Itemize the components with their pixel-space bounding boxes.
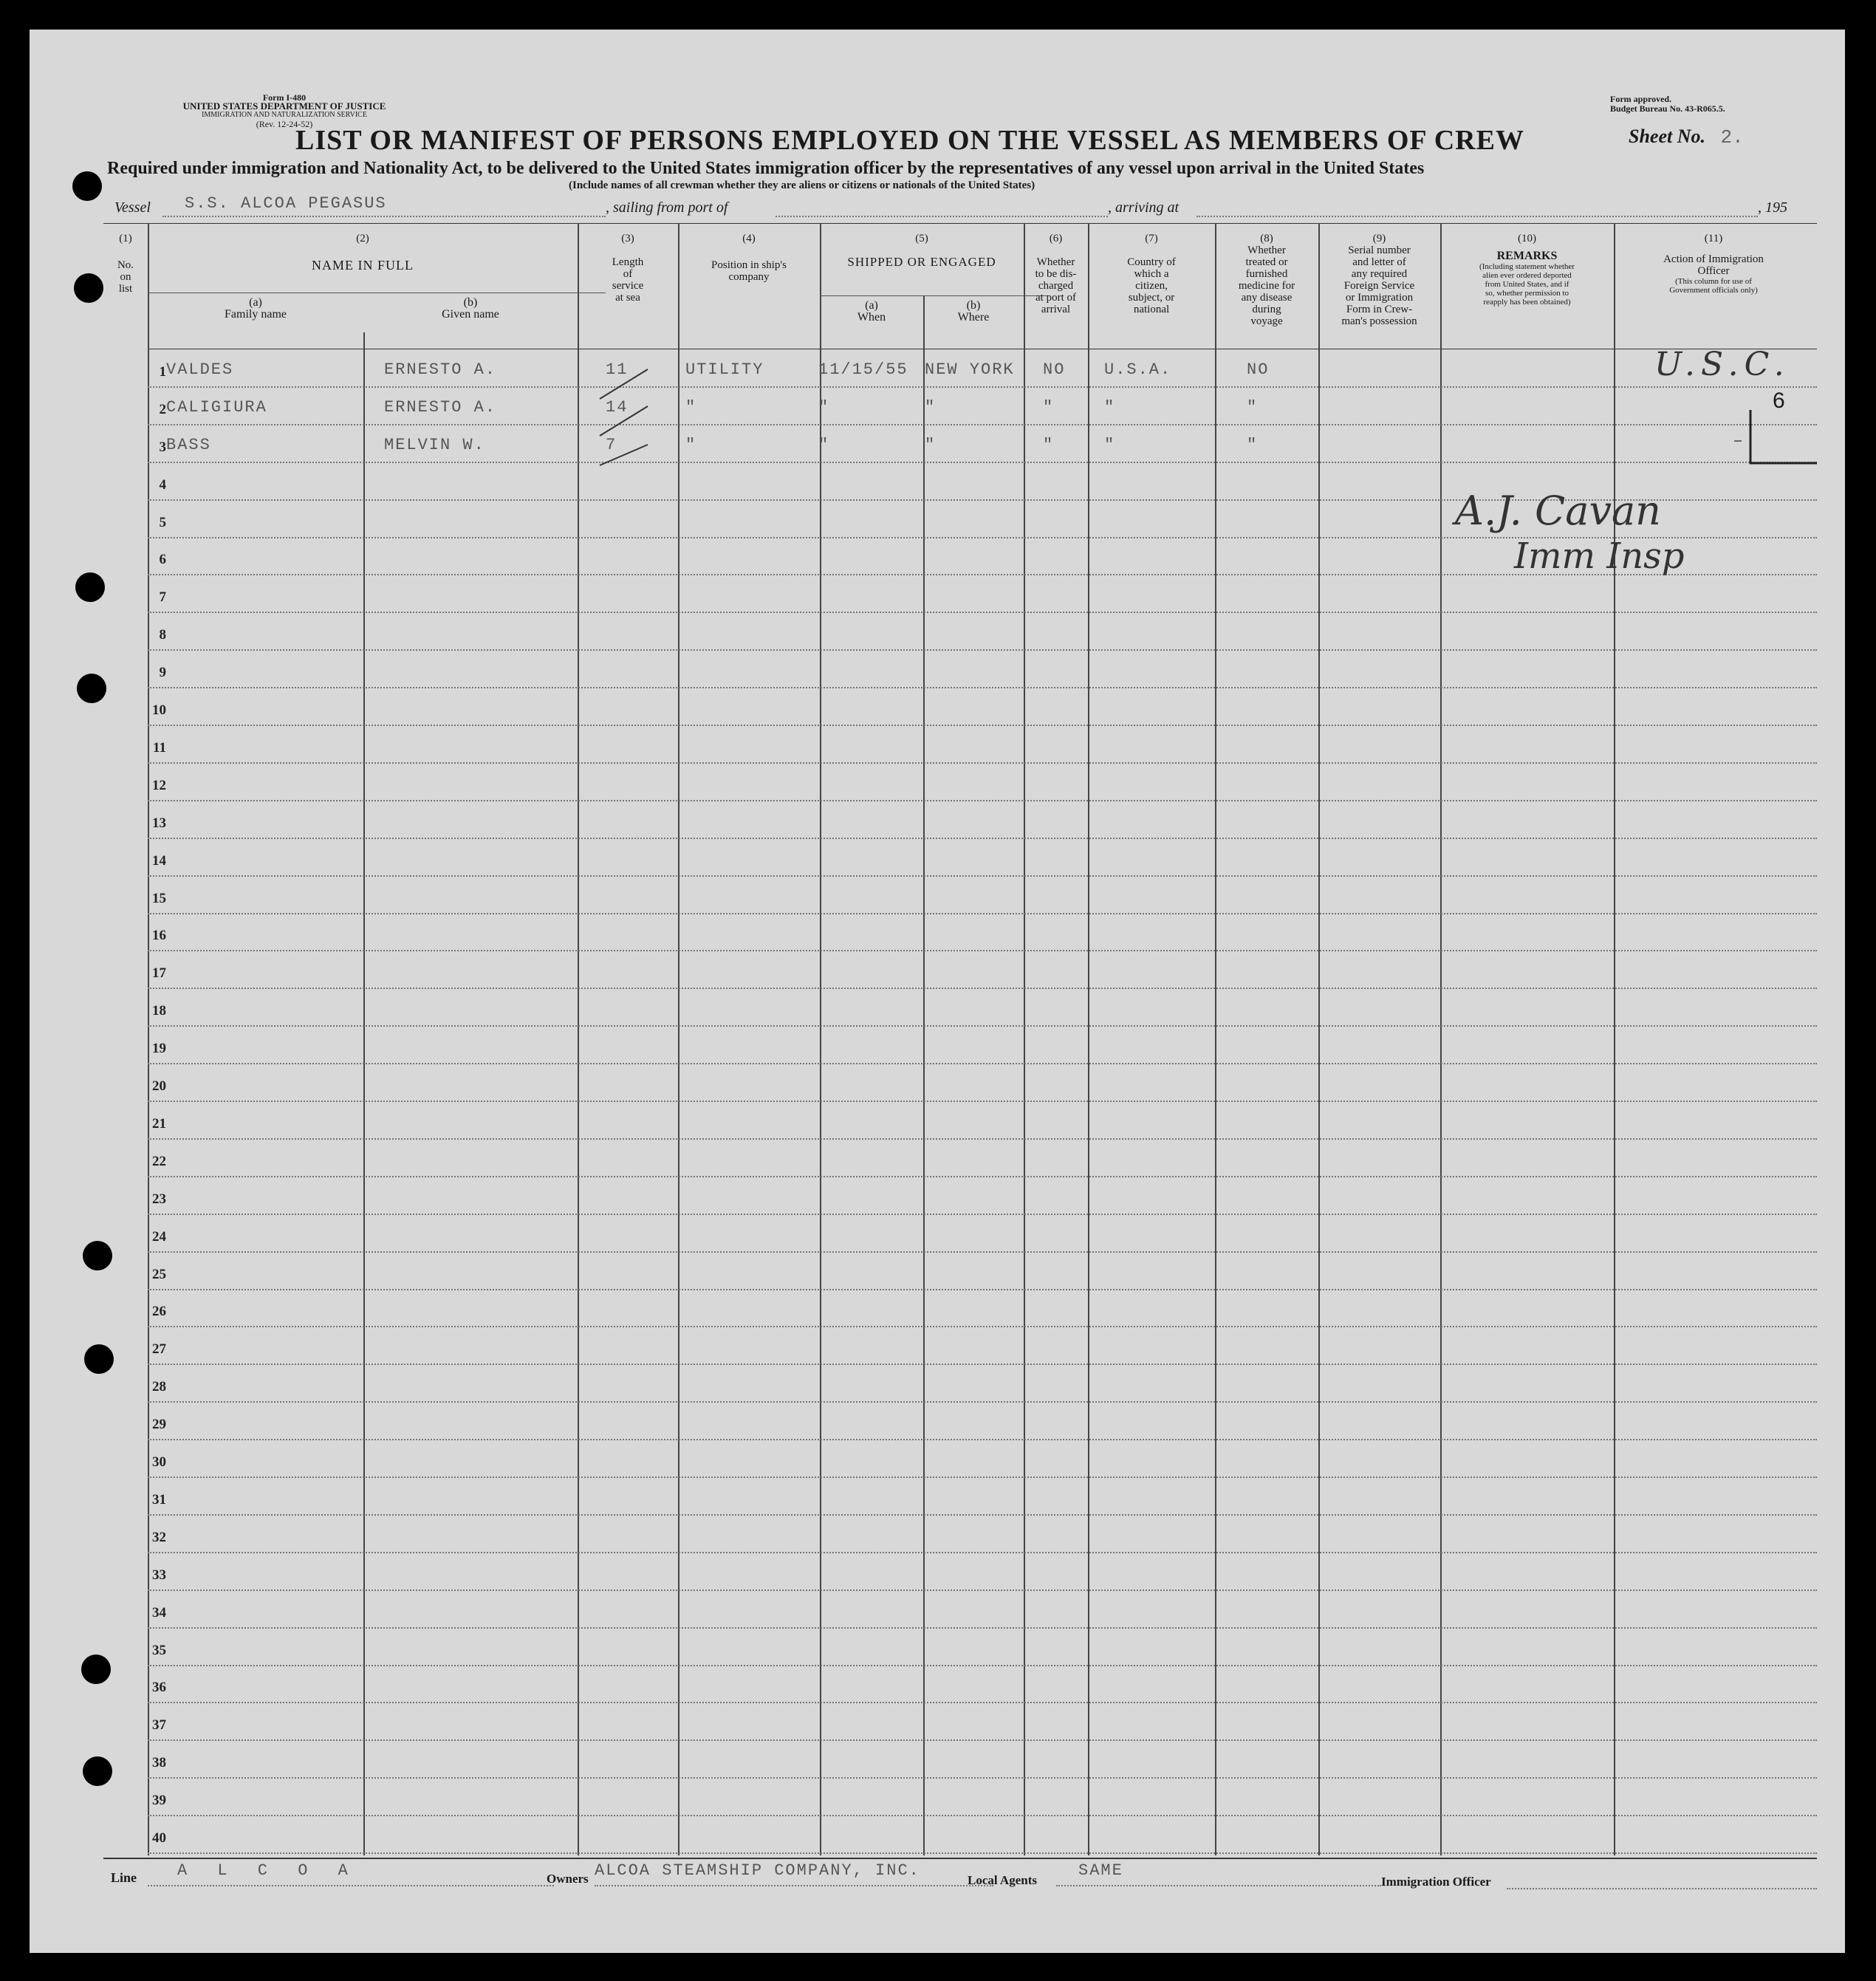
row-number: 17 [152, 965, 166, 982]
row-rule [148, 1852, 1817, 1854]
row-rule [148, 800, 1817, 801]
punch-hole [77, 674, 106, 703]
col-9-line: Serial number [1348, 244, 1411, 256]
row-rule [148, 1401, 1817, 1403]
row-number: 15 [152, 890, 166, 906]
row-rule [148, 838, 1817, 839]
row-number: 40 [152, 1830, 166, 1846]
given-name-cell: ERNESTO A. [384, 360, 497, 379]
row-number: 39 [152, 1793, 166, 1809]
signature-title: Imm Insp [1514, 536, 1685, 577]
col-8-line: any disease [1241, 292, 1293, 304]
row-number: 10 [152, 702, 166, 718]
col-8-line: Whether [1247, 244, 1286, 256]
length-service-cell: 11 [606, 360, 629, 379]
row-number: 12 [152, 777, 166, 793]
row-number: 35 [152, 1642, 166, 1658]
col-7-line: subject, or [1128, 292, 1175, 304]
col-2b-num: (b) [463, 296, 478, 309]
row-rule [148, 462, 1817, 463]
punch-hole [84, 1344, 114, 1374]
col-11-line: Government officials only) [1669, 286, 1758, 295]
col-10-line: reapply has been obtained) [1483, 298, 1571, 307]
vessel-value: S.S. ALCOA PEGASUS [185, 194, 387, 213]
row-number: 28 [152, 1379, 166, 1395]
row-rule [148, 1364, 1817, 1365]
col-7-line: national [1133, 304, 1170, 315]
agents-value: SAME [1078, 1861, 1123, 1880]
col-10-line: from United States, and if [1485, 280, 1569, 289]
row-rule [148, 1590, 1817, 1591]
col-7-num: (7) [1145, 233, 1158, 244]
sheet-value: 2. [1720, 126, 1744, 148]
punch-hole [75, 572, 105, 602]
agents-label: Local Agents [968, 1873, 1037, 1887]
col-10-title: REMARKS [1496, 250, 1558, 262]
row-rule [148, 1702, 1817, 1703]
punch-hole [83, 1241, 112, 1270]
punch-hole [74, 273, 103, 303]
vessel-label: Vessel [114, 199, 151, 216]
row-rule [148, 1138, 1817, 1140]
punch-hole [81, 1655, 111, 1684]
col-9-line: Foreign Service [1343, 280, 1415, 292]
col-10-line: alien ever ordered deported [1482, 271, 1572, 280]
bracket-mark [1728, 403, 1845, 484]
sailing-label: , sailing from port of [606, 199, 728, 216]
row-number: 21 [152, 1115, 166, 1132]
col-6-num: (6) [1049, 233, 1063, 244]
owners-label: Owners [547, 1872, 589, 1886]
row-rule [148, 1777, 1817, 1779]
col-2b-label: Given name [442, 308, 499, 321]
col-3-num: (3) [621, 233, 634, 244]
col-9-line: or Immigration [1345, 292, 1414, 304]
country-cell: " [1104, 397, 1116, 417]
six-annotation: 6 [1773, 389, 1785, 413]
row-rule [148, 386, 1817, 388]
row-rule [148, 1815, 1817, 1816]
col-10-line: so, whether permission to [1485, 289, 1569, 298]
row-rule [148, 1627, 1817, 1629]
col-11-line: Officer [1697, 265, 1730, 277]
col-10-line: (Including statement whether [1479, 262, 1575, 271]
length-pen-marks [578, 355, 678, 473]
col-name-label [148, 233, 578, 271]
year-label: , 195 [1758, 199, 1787, 216]
col-3-line: of [623, 268, 633, 280]
col-5-title: SHIPPED OR ENGAGED [847, 255, 996, 269]
row-number: 8 [159, 627, 166, 643]
col-2a-num: (a) [249, 296, 262, 309]
shipped-when-cell: " [818, 435, 830, 454]
line-label: Line [111, 1870, 137, 1885]
given-name-cell: ERNESTO A. [384, 397, 497, 417]
row-rule [148, 687, 1817, 688]
row-rule [148, 1063, 1817, 1064]
position-cell: UTILITY [685, 360, 764, 379]
col-8-line: treated or [1245, 256, 1288, 268]
officer-label: Immigration Officer [1381, 1875, 1491, 1889]
manifest-sheet [30, 30, 1845, 1953]
row-rule [148, 1477, 1817, 1478]
col-11-num: (11) [1704, 233, 1723, 244]
budget-bureau: Budget Bureau No. 43-R065.5. [1610, 103, 1725, 114]
col-8-line: during [1252, 304, 1281, 315]
col-5-num: (5) [915, 233, 928, 244]
col-3-line: at sea [615, 292, 640, 304]
col-2-title: NAME IN FULL [312, 258, 414, 273]
row-rule [148, 1739, 1817, 1741]
col-6-line: to be dis- [1035, 268, 1077, 280]
row-number: 25 [152, 1266, 166, 1282]
row-rule [148, 1439, 1817, 1440]
row-number: 32 [152, 1529, 166, 1545]
shipped-where-cell: NEW YORK [925, 360, 1015, 379]
col-3-line: Length [612, 256, 644, 268]
row-rule [148, 950, 1817, 951]
col-8-line: furnished [1245, 268, 1288, 280]
length-service-cell: 14 [606, 397, 629, 417]
row-number: 30 [152, 1454, 166, 1470]
family-name-cell: BASS [166, 435, 211, 454]
col-9-line: and letter of [1352, 256, 1406, 268]
row-number: 26 [152, 1304, 166, 1320]
row-rule [148, 612, 1817, 613]
shipped-where-cell: " [925, 397, 937, 417]
col-6-line: arrival [1041, 304, 1071, 315]
shipped-when-cell: " [818, 397, 830, 417]
col-5a-label: When [857, 311, 886, 324]
shipped-when-cell: 11/15/55 [818, 360, 908, 379]
col-6-line: Whether [1036, 256, 1075, 268]
row-rule [148, 1514, 1817, 1516]
page-title: LIST OR MANIFEST OF PERSONS EMPLOYED ON THE VESSEL AS MEMBERS OF CREW [295, 125, 1524, 156]
col-8-line: voyage [1250, 315, 1283, 327]
row-rule [148, 1176, 1817, 1177]
col-5b-label: Where [957, 311, 990, 324]
row-number: 38 [152, 1755, 166, 1771]
col-number-label [103, 233, 148, 295]
row-number: 19 [152, 1041, 166, 1057]
row-number: 22 [152, 1153, 166, 1169]
col-11-line: Action of Immigration [1663, 253, 1764, 265]
row-rule [148, 875, 1817, 877]
country-cell: " [1104, 435, 1116, 454]
row-number: 33 [152, 1567, 166, 1583]
col-7-line: citizen, [1135, 280, 1168, 292]
treated-cell: " [1247, 435, 1259, 454]
row-number: 4 [159, 476, 166, 493]
row-rule [148, 1552, 1817, 1553]
row-number: 18 [152, 1003, 166, 1019]
punch-hole [72, 171, 102, 201]
length-service-cell: 7 [606, 435, 617, 454]
col-9-line: Form in Crew- [1346, 304, 1413, 315]
discharged-cell: NO [1043, 360, 1066, 379]
row-number: 11 [153, 739, 166, 756]
given-name-cell: MELVIN W. [384, 435, 485, 454]
row-rule [148, 1665, 1817, 1666]
row-rule [148, 1289, 1817, 1290]
col-9-line: man's possession [1341, 315, 1417, 327]
row-number: 23 [152, 1191, 166, 1207]
row-number: 7 [159, 589, 166, 606]
row-number: 1 [159, 363, 166, 380]
line-value: A L C O A [177, 1861, 358, 1880]
col-4-line: company [728, 271, 770, 283]
col-1-num: (1) [119, 233, 132, 244]
required-statement: Required under immigration and Nationality Act, to be delivered to the United States immigration officer by the representatives of any vessel upon arrival in the United States [107, 159, 1425, 178]
treated-cell: " [1247, 397, 1259, 417]
usc-annotation: U.S.C. [1654, 346, 1790, 383]
signature: A.J. Cavan [1455, 487, 1661, 534]
col-8-line: medicine for [1238, 280, 1295, 292]
row-rule [148, 649, 1817, 651]
row-rule [148, 725, 1817, 726]
row-number: 16 [152, 928, 166, 944]
col-5b-num: (b) [966, 299, 981, 312]
row-rule [148, 1025, 1817, 1027]
sheet-label: Sheet No. [1629, 126, 1705, 147]
col-9-line: any required [1351, 268, 1408, 280]
position-cell: " [685, 397, 697, 417]
row-rule [148, 1101, 1817, 1102]
service: IMMIGRATION AND NATURALIZATION SERVICE [202, 111, 367, 119]
col-10-num: (10) [1518, 233, 1536, 244]
include-statement: (Include names of all crewman whether they are aliens or citizens or nationals of the United States) [569, 179, 1035, 191]
row-rule [148, 988, 1817, 989]
row-rule [148, 424, 1817, 425]
row-number: 37 [152, 1717, 166, 1734]
form-approved: Form approved. [1610, 94, 1672, 104]
row-number: 3 [159, 439, 166, 455]
discharged-cell: " [1043, 397, 1055, 417]
row-number: 14 [152, 852, 166, 869]
row-number: 9 [159, 665, 166, 681]
row-number: 31 [152, 1491, 166, 1508]
col-1-line: No. [117, 259, 134, 271]
col-6-line: at port of [1035, 292, 1076, 304]
row-number: 13 [152, 815, 166, 831]
row-number: 20 [152, 1078, 166, 1094]
position-cell: " [685, 435, 697, 454]
col-2-num: (2) [356, 233, 369, 244]
discharged-cell: " [1043, 435, 1055, 454]
row-number: 34 [152, 1604, 166, 1621]
family-name-cell: CALIGIURA [166, 397, 267, 417]
col-2a-label: Family name [225, 308, 287, 321]
row-number: 29 [152, 1417, 166, 1433]
row-number: 6 [159, 552, 166, 568]
row-number: 2 [159, 401, 166, 417]
arriving-label: , arriving at [1108, 199, 1180, 216]
row-number: 24 [152, 1228, 166, 1245]
punch-hole [83, 1756, 112, 1786]
col-7-line: Country of [1127, 256, 1176, 268]
col-5a-num: (a) [865, 299, 878, 312]
col-11-line: (This column for use of [1675, 277, 1752, 286]
col-4-num: (4) [742, 233, 756, 244]
revision: (Rev. 12-24-52) [256, 119, 313, 129]
family-name-cell: VALDES [166, 360, 234, 379]
col-9-num: (9) [1372, 233, 1386, 244]
row-number: 27 [152, 1341, 166, 1358]
col-4-line: Position in ship's [711, 259, 787, 271]
col-8-num: (8) [1260, 233, 1273, 244]
row-number: 36 [152, 1680, 166, 1696]
shipped-where-cell: " [925, 435, 937, 454]
col-6-line: charged [1038, 280, 1074, 292]
row-rule [148, 762, 1817, 764]
row-rule [148, 913, 1817, 914]
row-rule [148, 1326, 1817, 1327]
country-cell: U.S.A. [1104, 360, 1172, 379]
treated-cell: NO [1247, 360, 1270, 379]
row-rule [148, 1251, 1817, 1253]
row-number: 5 [159, 514, 166, 530]
form-number: Form I-480 [262, 92, 307, 103]
row-rule [148, 1214, 1817, 1215]
col-1-line: on [120, 271, 131, 283]
col-1-line: list [118, 283, 133, 295]
department: UNITED STATES DEPARTMENT OF JUSTICE [182, 100, 386, 112]
col-7-line: which a [1134, 268, 1169, 280]
owners-value: ALCOA STEAMSHIP COMPANY, INC. [595, 1861, 920, 1880]
col-3-line: service [612, 280, 644, 292]
